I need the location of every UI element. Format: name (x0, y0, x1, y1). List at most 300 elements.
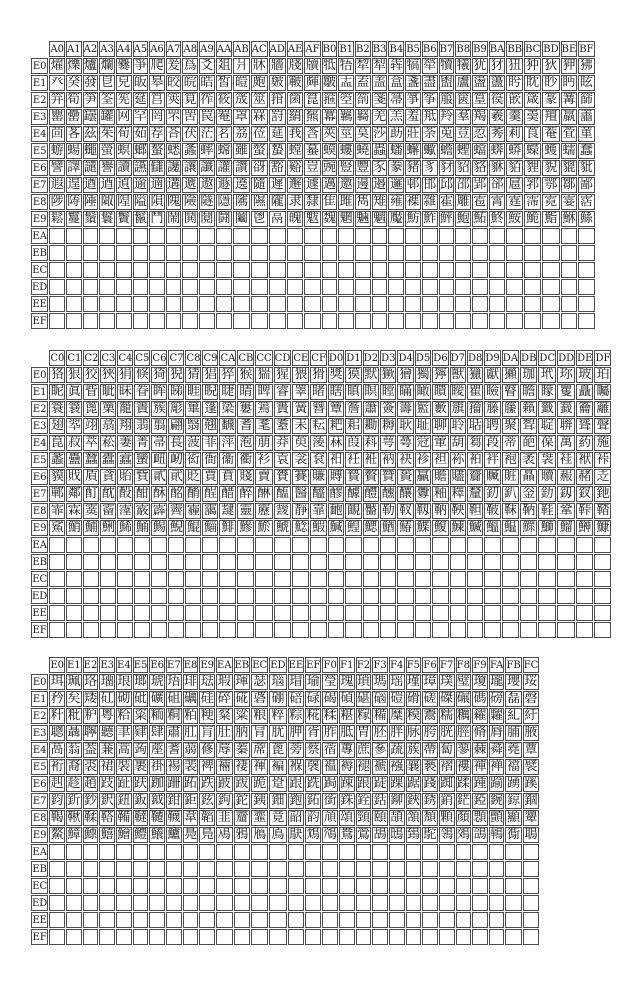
glyph-cell: 耆 (239, 418, 253, 433)
glyph-cell: 筧 (183, 92, 197, 107)
empty-cell (134, 571, 150, 587)
empty-cell (168, 554, 184, 570)
glyph-cell: 鯤 (186, 520, 200, 535)
empty-cell (450, 571, 466, 587)
glyph-cell: 耘 (312, 418, 326, 433)
empty-cell (116, 228, 132, 244)
glyph-cell: 脩 (473, 725, 487, 740)
glyph-cell: 賁 (221, 469, 235, 484)
glyph-cell: 獏 (346, 367, 360, 382)
glyph-cell: 鬲 (269, 211, 286, 227)
empty-cell (388, 296, 404, 312)
glyph-cell: 鞨 (50, 810, 64, 825)
glyph-cell: 皃 (117, 75, 131, 90)
glyph-cell: 莪 (288, 126, 302, 141)
glyph-cell: 鈑 (134, 793, 148, 808)
empty-cell (432, 622, 448, 638)
glyph-cell: 牋 (288, 58, 302, 73)
glyph-cell: 蒿 (117, 742, 131, 757)
glyph-cell: 莖 (339, 126, 353, 141)
glyph-cell: 裙 (100, 759, 114, 774)
empty-cell (432, 588, 448, 604)
empty-cell (450, 554, 466, 570)
col-header-cell: A2 (83, 41, 99, 57)
glyph-cell: 葆 (538, 435, 556, 451)
glyph-cell: 鞣 (84, 810, 98, 825)
empty-cell (557, 571, 575, 587)
glyph-cell: 萪 (364, 435, 378, 450)
empty-cell (133, 895, 149, 911)
empty-cell (237, 554, 254, 570)
empty-cell (182, 296, 198, 312)
glyph-cell: 萃 (84, 435, 98, 450)
empty-cell (439, 296, 455, 312)
glyph-cell: 粭 (117, 708, 131, 723)
col-header-cell: FC (523, 657, 540, 673)
row-header-cell: E3 (31, 725, 48, 741)
glyph-cell: 醺 (381, 486, 395, 501)
empty-cell (288, 895, 305, 911)
glyph-cell: 籔 (433, 401, 447, 416)
glyph-cell: 雍 (389, 194, 403, 209)
glyph-cell: 瞽 (502, 384, 519, 400)
glyph-cell: 釡 (520, 486, 537, 502)
glyph-cell: 簓 (169, 401, 183, 416)
glyph-cell: 裘 (84, 759, 98, 774)
header-row (31, 657, 539, 673)
glyph-cell: 鮹 (67, 520, 81, 535)
empty-cell (422, 262, 438, 278)
glyph-cell: 衞 (221, 452, 235, 467)
glyph-cell: 鰕 (312, 520, 326, 535)
row-header-cell: E4 (31, 435, 48, 451)
glyph-cell: 霍 (439, 194, 453, 209)
glyph-cell: 瞠 (381, 384, 395, 399)
glyph-cell: 鰄 (468, 520, 482, 535)
glyph-cell: 砒 (134, 691, 148, 706)
empty-cell (406, 929, 422, 945)
empty-cell (338, 262, 354, 278)
glyph-cell: 盥 (439, 75, 453, 90)
col-header-cell: D9 (484, 350, 500, 366)
empty-cell (322, 279, 338, 295)
empty-cell (166, 895, 182, 911)
empty-cell (251, 296, 268, 312)
glyph-cell: 鴿 (473, 827, 487, 842)
glyph-cell: 靱 (416, 503, 430, 518)
glyph-cell: 胯 (423, 725, 437, 740)
corner-cell (31, 657, 48, 673)
empty-cell (133, 912, 149, 928)
row-header-cell: E7 (31, 486, 48, 502)
empty-cell (66, 588, 82, 604)
glyph-cell: 脣 (490, 725, 504, 740)
empty-cell (83, 296, 99, 312)
glyph-cell: 螫 (252, 143, 266, 158)
glyph-cell: 郢 (473, 177, 487, 192)
glyph-cell: 瓔 (507, 674, 521, 689)
glyph-cell: 鰥 (520, 520, 537, 536)
glyph-cell: 顏 (456, 810, 470, 825)
empty-cell (287, 228, 304, 244)
glyph-cell: 脛 (456, 725, 470, 740)
glyph-cell: 篥 (101, 401, 115, 416)
glyph-cell: 莅 (252, 126, 266, 141)
glyph-cell: 羚 (439, 109, 453, 124)
glyph-cell: 贐 (451, 469, 465, 484)
empty-cell (355, 262, 371, 278)
glyph-cell: 蓐 (217, 742, 231, 757)
glyph-cell: 籃 (416, 401, 430, 416)
empty-cell (372, 245, 388, 261)
glyph-cell: 茣 (356, 126, 370, 141)
glyph-cell: 篆 (542, 92, 559, 108)
glyph-cell: 跂 (100, 776, 114, 791)
empty-cell (322, 296, 338, 312)
table-row (31, 759, 539, 775)
glyph-cell: 箝 (269, 92, 286, 108)
empty-cell (251, 228, 268, 244)
glyph-cell: 盂 (339, 75, 353, 90)
glyph-cell: 箏 (406, 92, 420, 107)
glyph-cell: 聊 (433, 418, 447, 433)
glyph-cell: 篌 (490, 92, 504, 107)
empty-cell (502, 571, 519, 587)
empty-cell (49, 605, 65, 621)
glyph-cell: 襍 (406, 194, 420, 209)
glyph-cell: 譯 (67, 160, 81, 175)
glyph-cell: 遒 (83, 177, 97, 192)
empty-cell (524, 245, 541, 261)
glyph-cell: 皓 (200, 75, 214, 90)
row-header-cell: E7 (31, 793, 48, 809)
glyph-cell: 耻 (416, 418, 430, 433)
glyph-cell: 籖 (557, 401, 575, 417)
glyph-cell: 貪 (101, 469, 115, 484)
empty-cell (166, 262, 182, 278)
row-header-cell: E9 (31, 520, 48, 536)
empty-cell (363, 605, 379, 621)
empty-cell (233, 279, 250, 295)
glyph-cell: 鰉 (346, 520, 360, 535)
glyph-cell: 茖 (67, 126, 81, 141)
row-header-cell: EC (31, 262, 48, 278)
glyph-cell: 鋺 (490, 793, 504, 808)
glyph-cell: 猝 (221, 367, 235, 382)
glyph-cell: 莚 (269, 126, 286, 142)
glyph-cell: 籬 (596, 401, 610, 416)
empty-cell (388, 313, 404, 329)
empty-cell (520, 571, 537, 587)
glyph-cell: 頽 (423, 810, 437, 825)
glyph-cell: 螢 (100, 143, 114, 158)
glyph-cell: 醪 (329, 486, 343, 501)
glyph-cell: 蟀 (200, 143, 214, 158)
glyph-cell: 蟄 (269, 143, 286, 159)
col-header-cell: E6 (149, 657, 165, 673)
glyph-cell: 菻 (329, 435, 343, 450)
empty-cell (406, 878, 422, 894)
glyph-cell: 鉚 (390, 793, 404, 808)
empty-cell (49, 228, 65, 244)
glyph-cell: 琥 (150, 674, 164, 689)
glyph-cell: 爭 (133, 58, 147, 73)
empty-cell (287, 313, 304, 329)
glyph-cell: 裄 (50, 759, 64, 774)
empty-cell (83, 228, 99, 244)
glyph-cell: 顫 (490, 810, 504, 825)
glyph-cell: 賽 (294, 469, 308, 484)
glyph-cell: 蓴 (340, 742, 354, 757)
col-header-cell: D1 (345, 350, 361, 366)
glyph-cell: 磋 (423, 691, 437, 706)
glyph-cell: 賣 (255, 469, 272, 485)
empty-cell (83, 929, 99, 945)
empty-cell (237, 537, 254, 553)
glyph-cell: 跖 (184, 776, 198, 791)
empty-cell (83, 622, 99, 638)
glyph-cell: 賻 (329, 469, 343, 484)
empty-cell (287, 262, 304, 278)
glyph-cell: 鱆 (67, 827, 81, 842)
empty-cell (216, 245, 232, 261)
glyph-cell: 獎 (329, 367, 343, 382)
glyph-cell: 赳 (50, 776, 64, 791)
empty-cell (99, 844, 115, 860)
col-header-cell: CF (310, 350, 327, 366)
glyph-cell: 鞐 (576, 503, 593, 519)
glyph-cell: 釀 (399, 486, 413, 501)
empty-cell (183, 861, 199, 877)
glyph-cell: 雉 (373, 194, 387, 209)
empty-cell (305, 895, 321, 911)
empty-cell (49, 912, 65, 928)
glyph-cell: 賺 (312, 469, 326, 484)
glyph-cell: 讌 (133, 160, 147, 175)
empty-cell (355, 245, 371, 261)
empty-cell (219, 588, 236, 604)
empty-cell (489, 912, 505, 928)
row-header-cell: E6 (31, 469, 48, 485)
glyph-cell: 籥 (576, 401, 593, 417)
glyph-cell: 碌 (306, 691, 320, 706)
row-header-cell: ED (31, 895, 48, 911)
glyph-cell: 簟 (329, 401, 343, 416)
glyph-cell: 鰤 (538, 520, 556, 536)
empty-cell (328, 571, 344, 587)
col-header-cell: E9 (199, 657, 215, 673)
glyph-cell: 礦 (150, 691, 164, 706)
empty-cell (116, 313, 132, 329)
empty-cell (99, 245, 115, 261)
empty-cell (405, 245, 421, 261)
empty-cell (561, 228, 578, 244)
glyph-cell: 蟶 (456, 143, 470, 158)
table-row (31, 725, 539, 741)
table-row (31, 793, 539, 809)
glyph-cell: 皋 (150, 75, 164, 90)
glyph-cell: 瞑 (364, 384, 378, 399)
empty-cell (305, 844, 321, 860)
glyph-cell: 荀 (117, 126, 131, 141)
glyph-cell: 犹 (473, 58, 487, 73)
glyph-cell: 茯 (183, 126, 197, 141)
glyph-cell: 遨 (200, 177, 214, 192)
glyph-cell: 豁 (269, 160, 286, 176)
empty-cell (168, 605, 184, 621)
empty-cell (422, 279, 438, 295)
glyph-cell: 籵 (50, 708, 64, 723)
glyph-cell: 籟 (520, 401, 537, 417)
empty-cell (310, 537, 327, 553)
glyph-cell: 襞 (524, 759, 538, 774)
glyph-cell: 翦 (152, 418, 166, 433)
glyph-cell: 褓 (289, 759, 303, 774)
glyph-cell: 贄 (346, 469, 360, 484)
glyph-cell: 襠 (507, 759, 521, 774)
glyph-cell: 袍 (502, 452, 519, 468)
glyph-cell: 銓 (356, 793, 370, 808)
glyph-cell: 蕀 (473, 742, 487, 757)
empty-cell (397, 605, 413, 621)
empty-cell (133, 313, 149, 329)
table-row (31, 452, 611, 468)
empty-cell (99, 878, 115, 894)
glyph-cell: 魴 (406, 211, 420, 226)
empty-cell (372, 861, 388, 877)
glyph-cell: 篳 (186, 401, 200, 416)
empty-cell (467, 537, 483, 553)
glyph-cell: 翆 (67, 418, 81, 433)
empty-cell (345, 571, 361, 587)
glyph-cell: 袞 (312, 452, 326, 467)
glyph-cell: 菷 (152, 435, 166, 450)
glyph-cell: 猗 (152, 367, 166, 382)
glyph-cell: 肆 (150, 725, 164, 740)
empty-cell (455, 313, 471, 329)
empty-cell (134, 622, 150, 638)
glyph-cell: 鴒 (440, 827, 454, 842)
empty-cell (202, 571, 218, 587)
glyph-cell: 粡 (167, 708, 181, 723)
empty-cell (151, 537, 167, 553)
empty-cell (489, 844, 505, 860)
glyph-cell: 簽 (381, 401, 395, 416)
empty-cell (322, 245, 338, 261)
glyph-cell: 籘 (502, 401, 519, 417)
empty-cell (576, 622, 593, 638)
col-header-cell: C3 (100, 350, 116, 366)
glyph-cell: 萬 (557, 435, 575, 451)
empty-cell (117, 571, 133, 587)
empty-cell (116, 262, 132, 278)
row-header-cell: E2 (31, 401, 48, 417)
glyph-cell: 銕 (253, 793, 267, 808)
glyph-cell: 襌 (473, 759, 487, 774)
empty-cell (304, 262, 320, 278)
empty-cell (322, 313, 338, 329)
glyph-cell: 衂 (169, 452, 183, 467)
glyph-cell: 邯 (423, 177, 437, 192)
glyph-cell: 靜 (294, 503, 308, 518)
glyph-cell: 聟 (520, 418, 537, 434)
glyph-cell: 籠 (118, 401, 132, 416)
glyph-cell: 酥 (152, 486, 166, 501)
glyph-cell: 羞 (406, 109, 420, 124)
glyph-cell: 霆 (508, 194, 522, 209)
glyph-cell: 罎 (83, 109, 97, 124)
empty-cell (116, 245, 132, 261)
glyph-cell: 荅 (167, 126, 181, 141)
glyph-cell: 犁 (373, 58, 387, 73)
col-header-cell: EF (305, 657, 321, 673)
empty-cell (502, 605, 519, 621)
glyph-cell: 琺 (200, 674, 214, 689)
empty-cell (269, 929, 286, 945)
glyph-cell: 遘 (167, 177, 181, 192)
glyph-cell: 瑰 (340, 674, 354, 689)
empty-cell (372, 878, 388, 894)
empty-cell (133, 929, 149, 945)
glyph-cell: 聲 (596, 418, 610, 433)
glyph-cell: 鮃 (439, 211, 453, 226)
glyph-cell: 雕 (456, 194, 470, 209)
empty-cell (99, 228, 115, 244)
glyph-cell: 蟷 (473, 143, 487, 158)
glyph-cell: 篶 (255, 401, 272, 417)
glyph-cell: 豸 (423, 160, 437, 175)
glyph-cell: 眄 (562, 75, 576, 90)
col-header-cell: A4 (116, 41, 132, 57)
empty-cell (292, 605, 309, 621)
empty-cell (472, 912, 488, 928)
glyph-cell: 睇 (169, 384, 183, 399)
row-header-cell: E9 (31, 827, 48, 843)
empty-cell (116, 895, 132, 911)
table-row (31, 554, 611, 570)
empty-cell (269, 262, 286, 278)
col-header-cell: B5 (405, 41, 421, 57)
glyph-cell: 贅 (364, 469, 378, 484)
glyph-cell: 陬 (100, 194, 114, 209)
empty-cell (506, 279, 523, 295)
empty-cell (576, 588, 593, 604)
empty-cell (66, 844, 82, 860)
empty-cell (99, 279, 115, 295)
glyph-cell: 耡 (364, 418, 378, 433)
glyph-cell: 罕 (133, 109, 147, 124)
glyph-cell: 簷 (346, 401, 360, 416)
empty-cell (117, 588, 133, 604)
glyph-cell: 莎 (373, 126, 387, 141)
row-header-cell: E3 (31, 418, 48, 434)
empty-cell (292, 622, 309, 638)
empty-cell (233, 228, 250, 244)
glyph-cell: 鴦 (340, 827, 354, 842)
row-header-cell: EA (31, 844, 48, 860)
glyph-cell: 蟠 (389, 143, 403, 158)
row-header-cell: EA (31, 228, 48, 244)
glyph-cell: 鵄 (406, 827, 420, 842)
glyph-cell: 茫 (200, 126, 214, 141)
glyph-cell: 鉗 (167, 793, 181, 808)
col-header-cell: F5 (406, 657, 422, 673)
glyph-cell: 萋 (118, 435, 132, 450)
empty-cell (117, 537, 133, 553)
glyph-cell: 翹 (203, 418, 217, 433)
glyph-cell: 勒 (381, 503, 395, 518)
glyph-cell: 蟯 (356, 143, 370, 158)
